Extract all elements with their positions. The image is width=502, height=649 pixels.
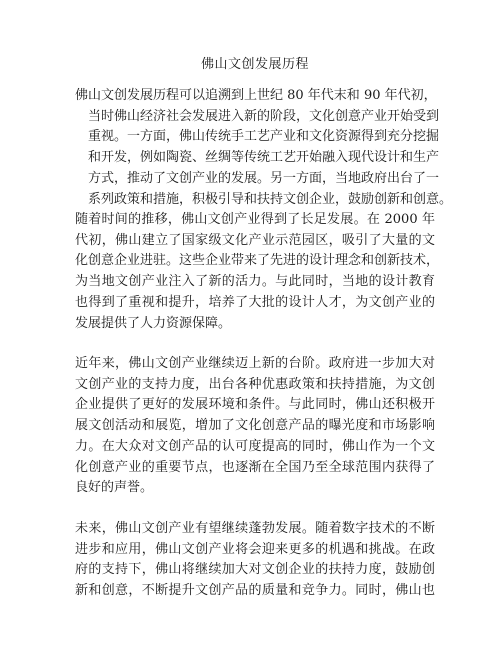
paragraph-4 <box>75 519 435 602</box>
document-title: 佛山文创发展历程 <box>200 57 309 72</box>
paragraph-line: 随着时间的推移，佛山文创产业得到了长足发展。在 2000 年 <box>75 212 435 227</box>
paragraph-line: 企业提供了更好的发展环境和条件。与此同时，佛山还积极开 <box>75 397 435 413</box>
paragraph-line: 化创意产业的重要节点，也逐渐在全国乃至全球范围内获得了 <box>75 459 435 475</box>
paragraph-1 <box>75 86 453 210</box>
paragraph-line: 新和创意，不断提升文创产品的质量和竞争力。同时，佛山也 <box>75 583 435 599</box>
paragraph-line: 力。在大众对文创产品的认可度提高的同时，佛山作为一个文 <box>75 438 435 454</box>
paragraph-line: 方式，推动了文创产业的发展。另一方面，当地政府出台了一 <box>88 170 440 186</box>
paragraph-line: 佛山文创发展历程可以追溯到上世纪 80 年代末和 90 年代初， <box>75 88 437 103</box>
paragraph-line: 当时佛山经济社会发展进入新的阶段，文化创意产业开始受到 <box>88 108 440 124</box>
paragraph-line: 近年来，佛山文创产业继续迈上新的台阶。政府进一步加大对 <box>75 356 435 371</box>
paragraph-line: 良好的声誉。 <box>75 480 154 496</box>
paragraph-line: 为当地文创产业注入了新的活力。与此同时，当地的设计教育 <box>75 274 435 290</box>
paragraph-line: 文创产业的支持力度，出台各种优惠政策和扶持措施，为文创 <box>75 376 435 392</box>
paragraph-line: 化创意企业进驻。这些企业带来了先进的设计理念和创新技术， <box>75 253 440 269</box>
paragraph-line: 府的支持下，佛山将继续加大对文创企业的扶持力度，鼓励创 <box>75 562 435 578</box>
paragraph-line: 未来，佛山文创产业有望继续蓬勃发展。随着数字技术的不断 <box>75 521 435 536</box>
paragraph-3 <box>75 354 435 499</box>
paragraph-line: 展文创活动和展览，增加了文化创意产品的曝光度和市场影响 <box>75 418 435 434</box>
paragraph-line: 代初，佛山建立了国家级文化产业示范园区，吸引了大量的文 <box>75 232 435 248</box>
paragraph-line: 进步和应用，佛山文创产业将会迎来更多的机遇和挑战。在政 <box>75 541 435 557</box>
paragraph-line: 也得到了重视和提升，培养了大批的设计人才，为文创产业的 <box>75 294 435 310</box>
paragraph-2 <box>75 210 440 334</box>
paragraph-line: 和开发，例如陶瓷、丝绸等传统工艺开始融入现代设计和生产 <box>88 150 440 166</box>
paragraph-line: 发展提供了人力资源保障。 <box>75 315 232 331</box>
paragraph-line: 重视。一方面，佛山传统手工艺产业和文化资源得到充分挖掘 <box>88 129 440 145</box>
paragraph-line: 系列政策和措施，积极引导和扶持文创企业，鼓励创新和创意。 <box>88 191 453 207</box>
